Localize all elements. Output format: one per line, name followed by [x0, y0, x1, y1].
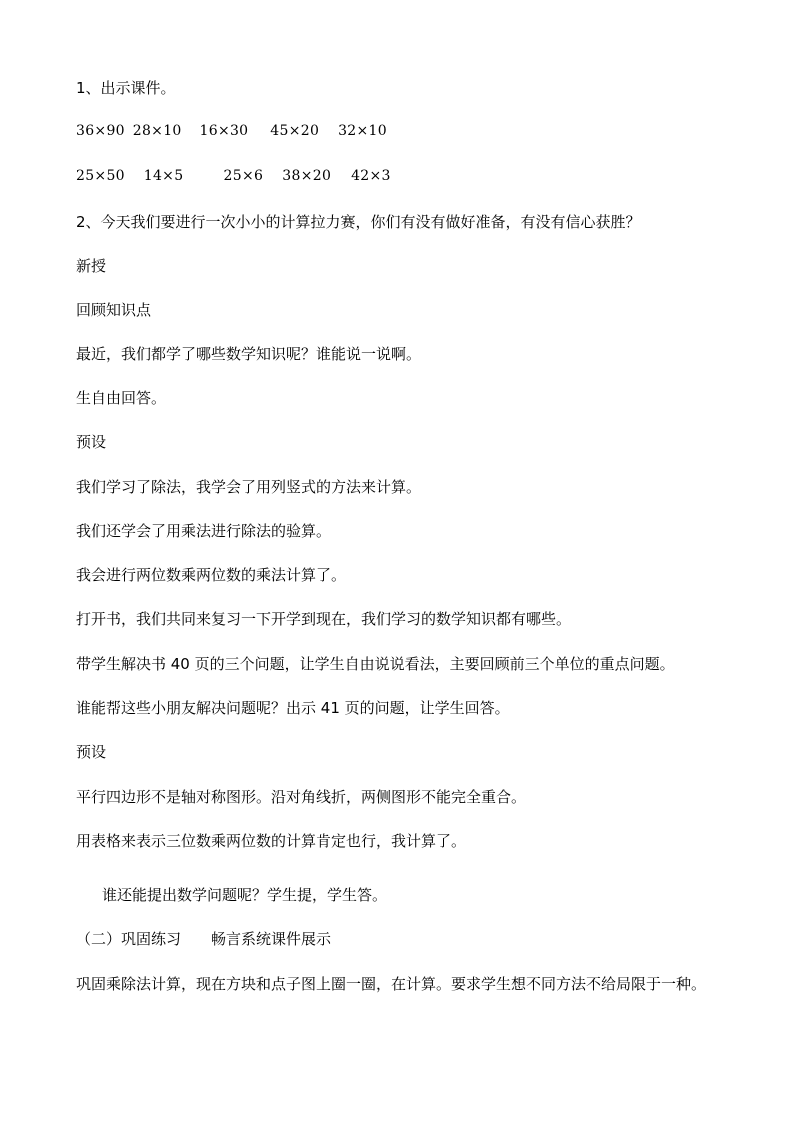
expression: 38×20: [282, 168, 332, 184]
section-heading: 预设: [76, 743, 107, 761]
paragraph: 2、今天我们要进行一次小小的计算拉力赛，你们有没有做好准备，有没有信心获胜？: [76, 213, 641, 231]
section-heading: 回顾知识点: [76, 301, 152, 319]
section-heading: 新授: [76, 257, 107, 275]
paragraph-intro: 1、出示课件。: [76, 79, 176, 97]
paragraph: 平行四边形不是轴对称图形。沿对角线折，两侧图形不能完全重合。: [76, 788, 527, 806]
expression: 25×50: [76, 168, 125, 184]
paragraph: 用表格来表示三位数乘两位数的计算肯定也行，我计算了。: [76, 832, 467, 850]
expression-row-2: [76, 165, 734, 187]
expression: 32×10: [338, 123, 387, 139]
paragraph: 我们学习了除法，我学会了用列竖式的方法来计算。: [76, 478, 422, 496]
expression: 14×5: [143, 168, 184, 184]
expression: 25×6: [223, 168, 264, 184]
paragraph: 打开书，我们共同来复习一下开学到现在，我们学习的数学知识都有哪些。: [76, 610, 572, 628]
paragraph: 谁还能提出数学问题呢？学生提，学生答。: [102, 886, 388, 904]
expression: 36×90: [76, 123, 125, 139]
section-heading: （二）巩固练习 畅言系统课件展示: [76, 930, 332, 948]
expression: 42×3: [351, 168, 391, 184]
paragraph: 我会进行两位数乘两位数的乘法计算了。: [76, 566, 347, 584]
expression-row-1: [76, 120, 734, 142]
section-heading: 预设: [76, 433, 107, 451]
expression: 45×20: [270, 123, 320, 139]
paragraph: 带学生解决书 40 页的三个问题，让学生自由说说看法，主要回顾前三个单位的重点问题。: [76, 655, 675, 673]
paragraph: 谁能帮这些小朋友解决问题呢？出示 41 页的问题，让学生回答。: [76, 699, 510, 717]
paragraph: 生自由回答。: [76, 389, 167, 407]
expression: 16×30: [199, 123, 249, 139]
paragraph: 我们还学会了用乘法进行除法的验算。: [76, 522, 332, 540]
paragraph: 巩固乘除法计算，现在方块和点子图上圈一圈，在计算。要求学生想不同方法不给局限于一种。: [76, 975, 707, 993]
expression: 28×10: [132, 123, 182, 139]
paragraph: 最近，我们都学了哪些数学知识呢？谁能说一说啊。: [76, 345, 422, 363]
